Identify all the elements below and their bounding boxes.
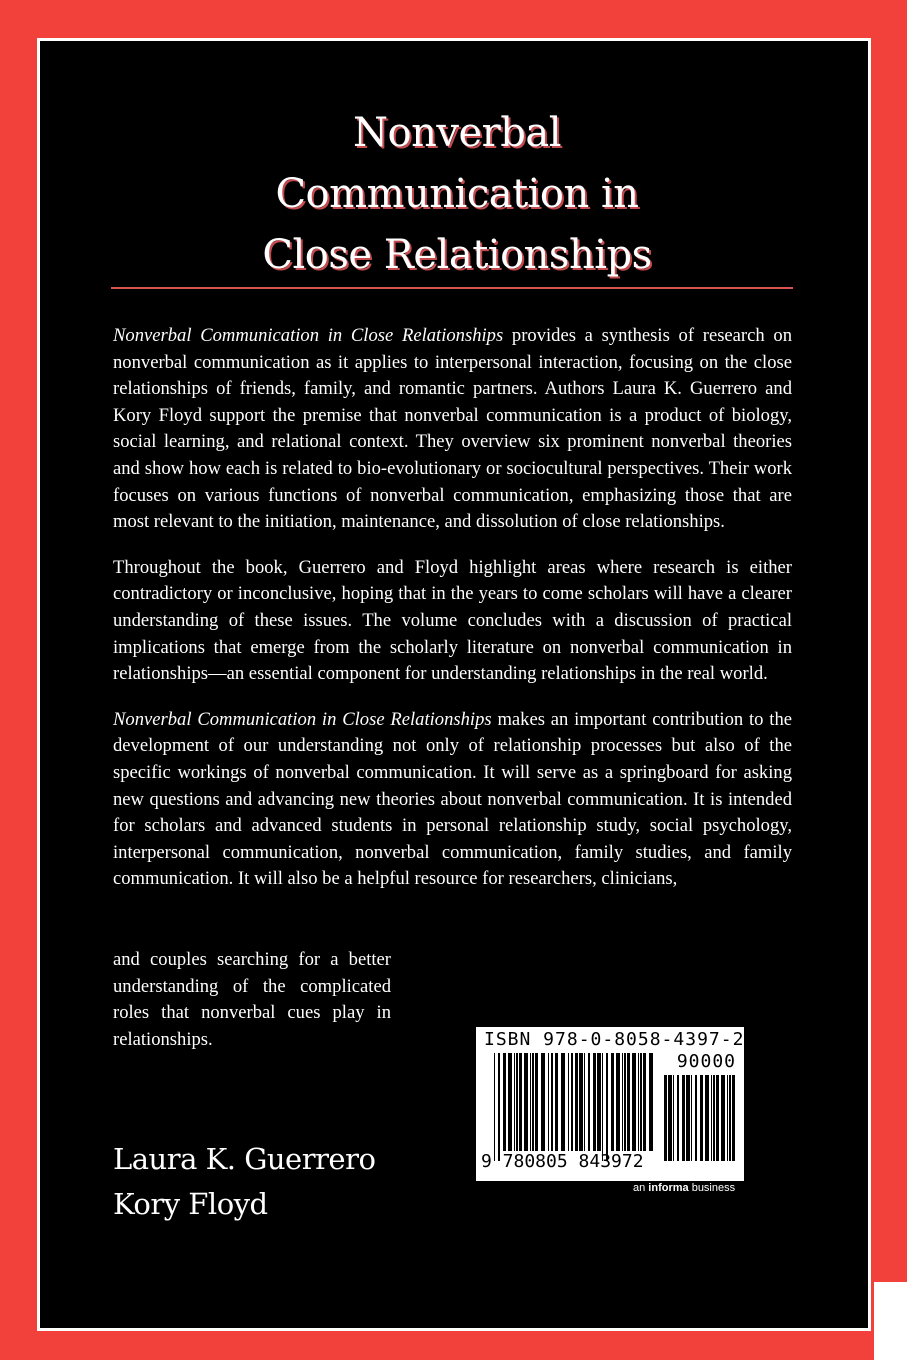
barcode-bar [548, 1053, 549, 1151]
paragraph-3-text: makes an important contribution to the development of our understanding not only of relationship processes but also of the specific workings of nonverbal communication. It will serve as a springboard for asking new questions and advancing new theories about nonverbal communication. It is intended for scholars and advanced students in personal relationship study, social psychology, interpersonal communication, nonverbal communication, family studies, and family communication. It will also be a helpful resource for researchers, clinicians, [113, 708, 792, 890]
barcode-bar [727, 1075, 728, 1161]
title-line-3: Close Relationships [262, 232, 652, 278]
barcode-bar [622, 1053, 623, 1151]
barcode-bar [584, 1053, 585, 1151]
barcode-bar [643, 1053, 646, 1151]
barcode-bar [514, 1053, 515, 1151]
barcode-bar [551, 1053, 553, 1151]
publisher-prefix: an [633, 1182, 649, 1194]
publisher-tag [633, 1182, 735, 1194]
barcode-bar [716, 1075, 719, 1161]
barcode-bar [532, 1053, 534, 1151]
barcode-bar [568, 1053, 569, 1151]
barcode-bar [700, 1075, 703, 1161]
barcode-bar [541, 1053, 545, 1151]
barcode-bar [677, 1075, 679, 1161]
publisher-suffix: business [688, 1182, 736, 1194]
barcode-bar [602, 1053, 603, 1161]
book-title [40, 103, 874, 286]
barcode-bar [555, 1053, 558, 1151]
barcode-bar [530, 1053, 531, 1151]
barcode-bar [561, 1053, 565, 1151]
corner-registration-mark [874, 1282, 907, 1360]
barcode-bar [711, 1075, 712, 1161]
ean-digits: 9 780805 843972 [481, 1151, 644, 1172]
barcode-bar [682, 1075, 685, 1161]
isbn-barcode [476, 1027, 744, 1181]
barcode-bar [519, 1053, 522, 1151]
barcode-bar [686, 1075, 690, 1161]
description-paragraph-2: Throughout the book, Guerrero and Floyd highlight areas where research is either contradictory or inconclusive, hoping that in the years to come scholars will have a clearer understanding of these issues. The volume concludes with a discussion of practical implications that emerge from the scholarly literature on nonverbal communication in relationships—an essential component for understanding relationships in the real world. [113, 556, 792, 685]
author-2: Kory Floyd [113, 1187, 268, 1221]
description-paragraph-3-tail: and couples searching for a better understanding of the complicated roles that nonverbal cues play in relationships. [113, 949, 391, 1050]
book-title-italic: Nonverbal Communication in Close Relationships [113, 708, 492, 730]
barcode-bar [575, 1053, 578, 1151]
barcode-bar [729, 1075, 731, 1161]
barcode-bar [588, 1053, 590, 1151]
barcode-bar [611, 1053, 614, 1151]
barcode-bar [632, 1053, 636, 1151]
description-paragraph-3 [113, 707, 792, 893]
barcode-bar [627, 1053, 630, 1151]
authors [113, 1137, 375, 1227]
description-paragraph-1 [113, 323, 792, 536]
barcode-bar [721, 1075, 725, 1161]
barcode-bar [664, 1075, 667, 1161]
barcode-bar [571, 1053, 573, 1151]
barcode-bar [579, 1053, 583, 1151]
barcode-bar [705, 1075, 709, 1161]
barcode-bar [695, 1075, 697, 1161]
barcode-bar [597, 1053, 601, 1151]
barcode-bar [640, 1053, 642, 1151]
barcode-bar [713, 1075, 715, 1161]
title-divider [111, 287, 793, 289]
description [113, 323, 792, 912]
barcode-bar [503, 1053, 506, 1151]
supplement-code: 90000 [676, 1051, 736, 1072]
barcode-bar [732, 1075, 735, 1161]
barcode-bar [624, 1053, 626, 1151]
author-1: Laura K. Guerrero [113, 1142, 376, 1176]
publisher-brand: informa [648, 1182, 689, 1194]
back-cover-panel [37, 38, 871, 1331]
barcode-bar [638, 1053, 639, 1151]
book-title-italic: Nonverbal Communication in Close Relationships [113, 325, 504, 346]
barcode-bar [494, 1053, 495, 1161]
barcode-bar [508, 1053, 512, 1151]
barcode-bar [593, 1053, 596, 1151]
barcode-bar [498, 1053, 500, 1161]
barcode-bar [673, 1075, 674, 1161]
title-line-2: Communication in [275, 171, 639, 217]
barcode-bar [668, 1075, 672, 1161]
barcode-bar [616, 1053, 620, 1151]
barcode-bar [535, 1053, 538, 1151]
barcode-bar [649, 1053, 653, 1151]
title-line-1: Nonverbal [353, 110, 561, 156]
barcode-bar [606, 1053, 608, 1161]
paragraph-1-text: provides a synthesis of research on nonverbal communication as it applies to interpersonal interaction, focusing on the close relationships of friends, family, and romantic partners. Authors Laura K. Guerrero and Kory Floyd support the premise that nonverbal communication is a product of biology, social learning, and relational context. They overview six prominent nonverbal theories and show how each is related to bio-evolutionary or sociocultural perspectives. Their work focuses on various functions of nonverbal communication, emphasizing those that are most relevant to the initiation, maintenance, and dissolution of close relationships. [113, 325, 792, 533]
barcode-bar [516, 1053, 518, 1151]
barcode-bar [691, 1075, 692, 1161]
isbn-label: ISBN 978-0-8058-4397-2 [484, 1029, 745, 1050]
barcode-bar [524, 1053, 528, 1151]
